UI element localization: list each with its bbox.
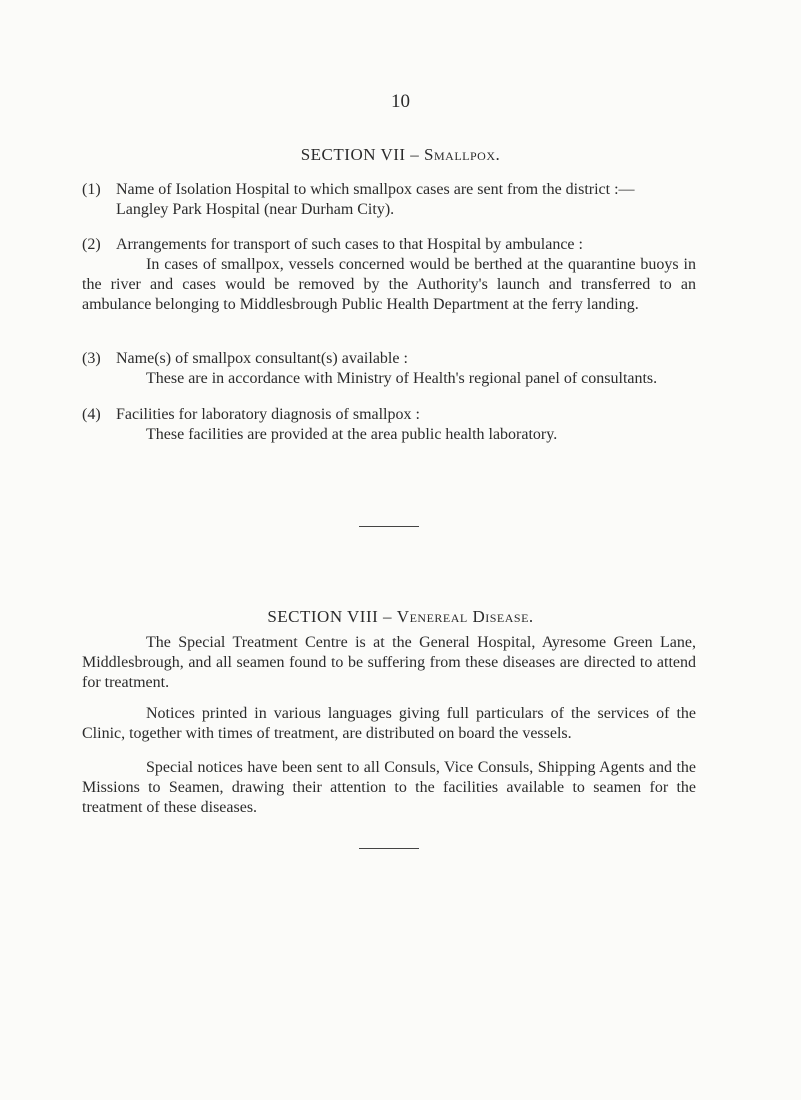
item-answer: Langley Park Hospital (near Durham City). [116, 201, 395, 218]
section-viii-title: Venereal Disease. [396, 607, 534, 626]
item-number: (3) [82, 350, 101, 367]
section-vii-title: Smallpox. [424, 145, 501, 164]
vd-paragraph-3 [82, 758, 696, 818]
page-number: 10 [391, 91, 410, 112]
item-answer: These are in accordance with Ministry of Health's regional panel of consultants. [146, 370, 658, 387]
item-answer: These facilities are provided at the area public health laboratory. [146, 426, 558, 443]
vd-paragraph-2 [82, 704, 696, 744]
paragraph-text: The Special Treatment Centre is at the General Hospital, Ayresome Green Lane, Middlesbrough, and all seamen found to be suffering from these diseases are directed to attend for treatment. [82, 634, 696, 691]
item-question: Name of Isolation Hospital to which smallpox cases are sent from the district :— [116, 181, 635, 198]
paragraph-text: Notices printed in various languages giving full particulars of the services of the Clinic, together with times of treatment, are distributed on board the vessels. [82, 705, 696, 742]
section-divider [359, 848, 419, 849]
item-number: (2) [82, 236, 101, 253]
item-question: Arrangements for transport of such cases to that Hospital by ambulance : [116, 236, 583, 253]
section-vii-heading [0, 145, 801, 165]
smallpox-item-2-answer [82, 255, 696, 315]
section-viii-label: SECTION VIII – [267, 607, 397, 626]
section-viii-heading [0, 607, 801, 627]
paragraph-text: Special notices have been sent to all Consuls, Vice Consuls, Shipping Agents and the Missions to Seamen, drawing their attention to the facilities available to seamen for the treatment of these diseases. [82, 759, 696, 816]
section-vii-label: SECTION VII – [300, 145, 425, 164]
item-question: Name(s) of smallpox consultant(s) available : [116, 350, 408, 367]
section-divider [359, 526, 419, 527]
item-question: Facilities for laboratory diagnosis of smallpox : [116, 406, 420, 423]
item-number: (4) [82, 406, 101, 423]
vd-paragraph-1 [82, 633, 696, 693]
item-answer: In cases of smallpox, vessels concerned would be berthed at the quarantine buoys in the river and cases would be removed by the Authority's launch and transferred to an ambulance belonging to Middlesbrough Public Health Department at the ferry landing. [82, 256, 696, 313]
item-number: (1) [82, 181, 101, 198]
